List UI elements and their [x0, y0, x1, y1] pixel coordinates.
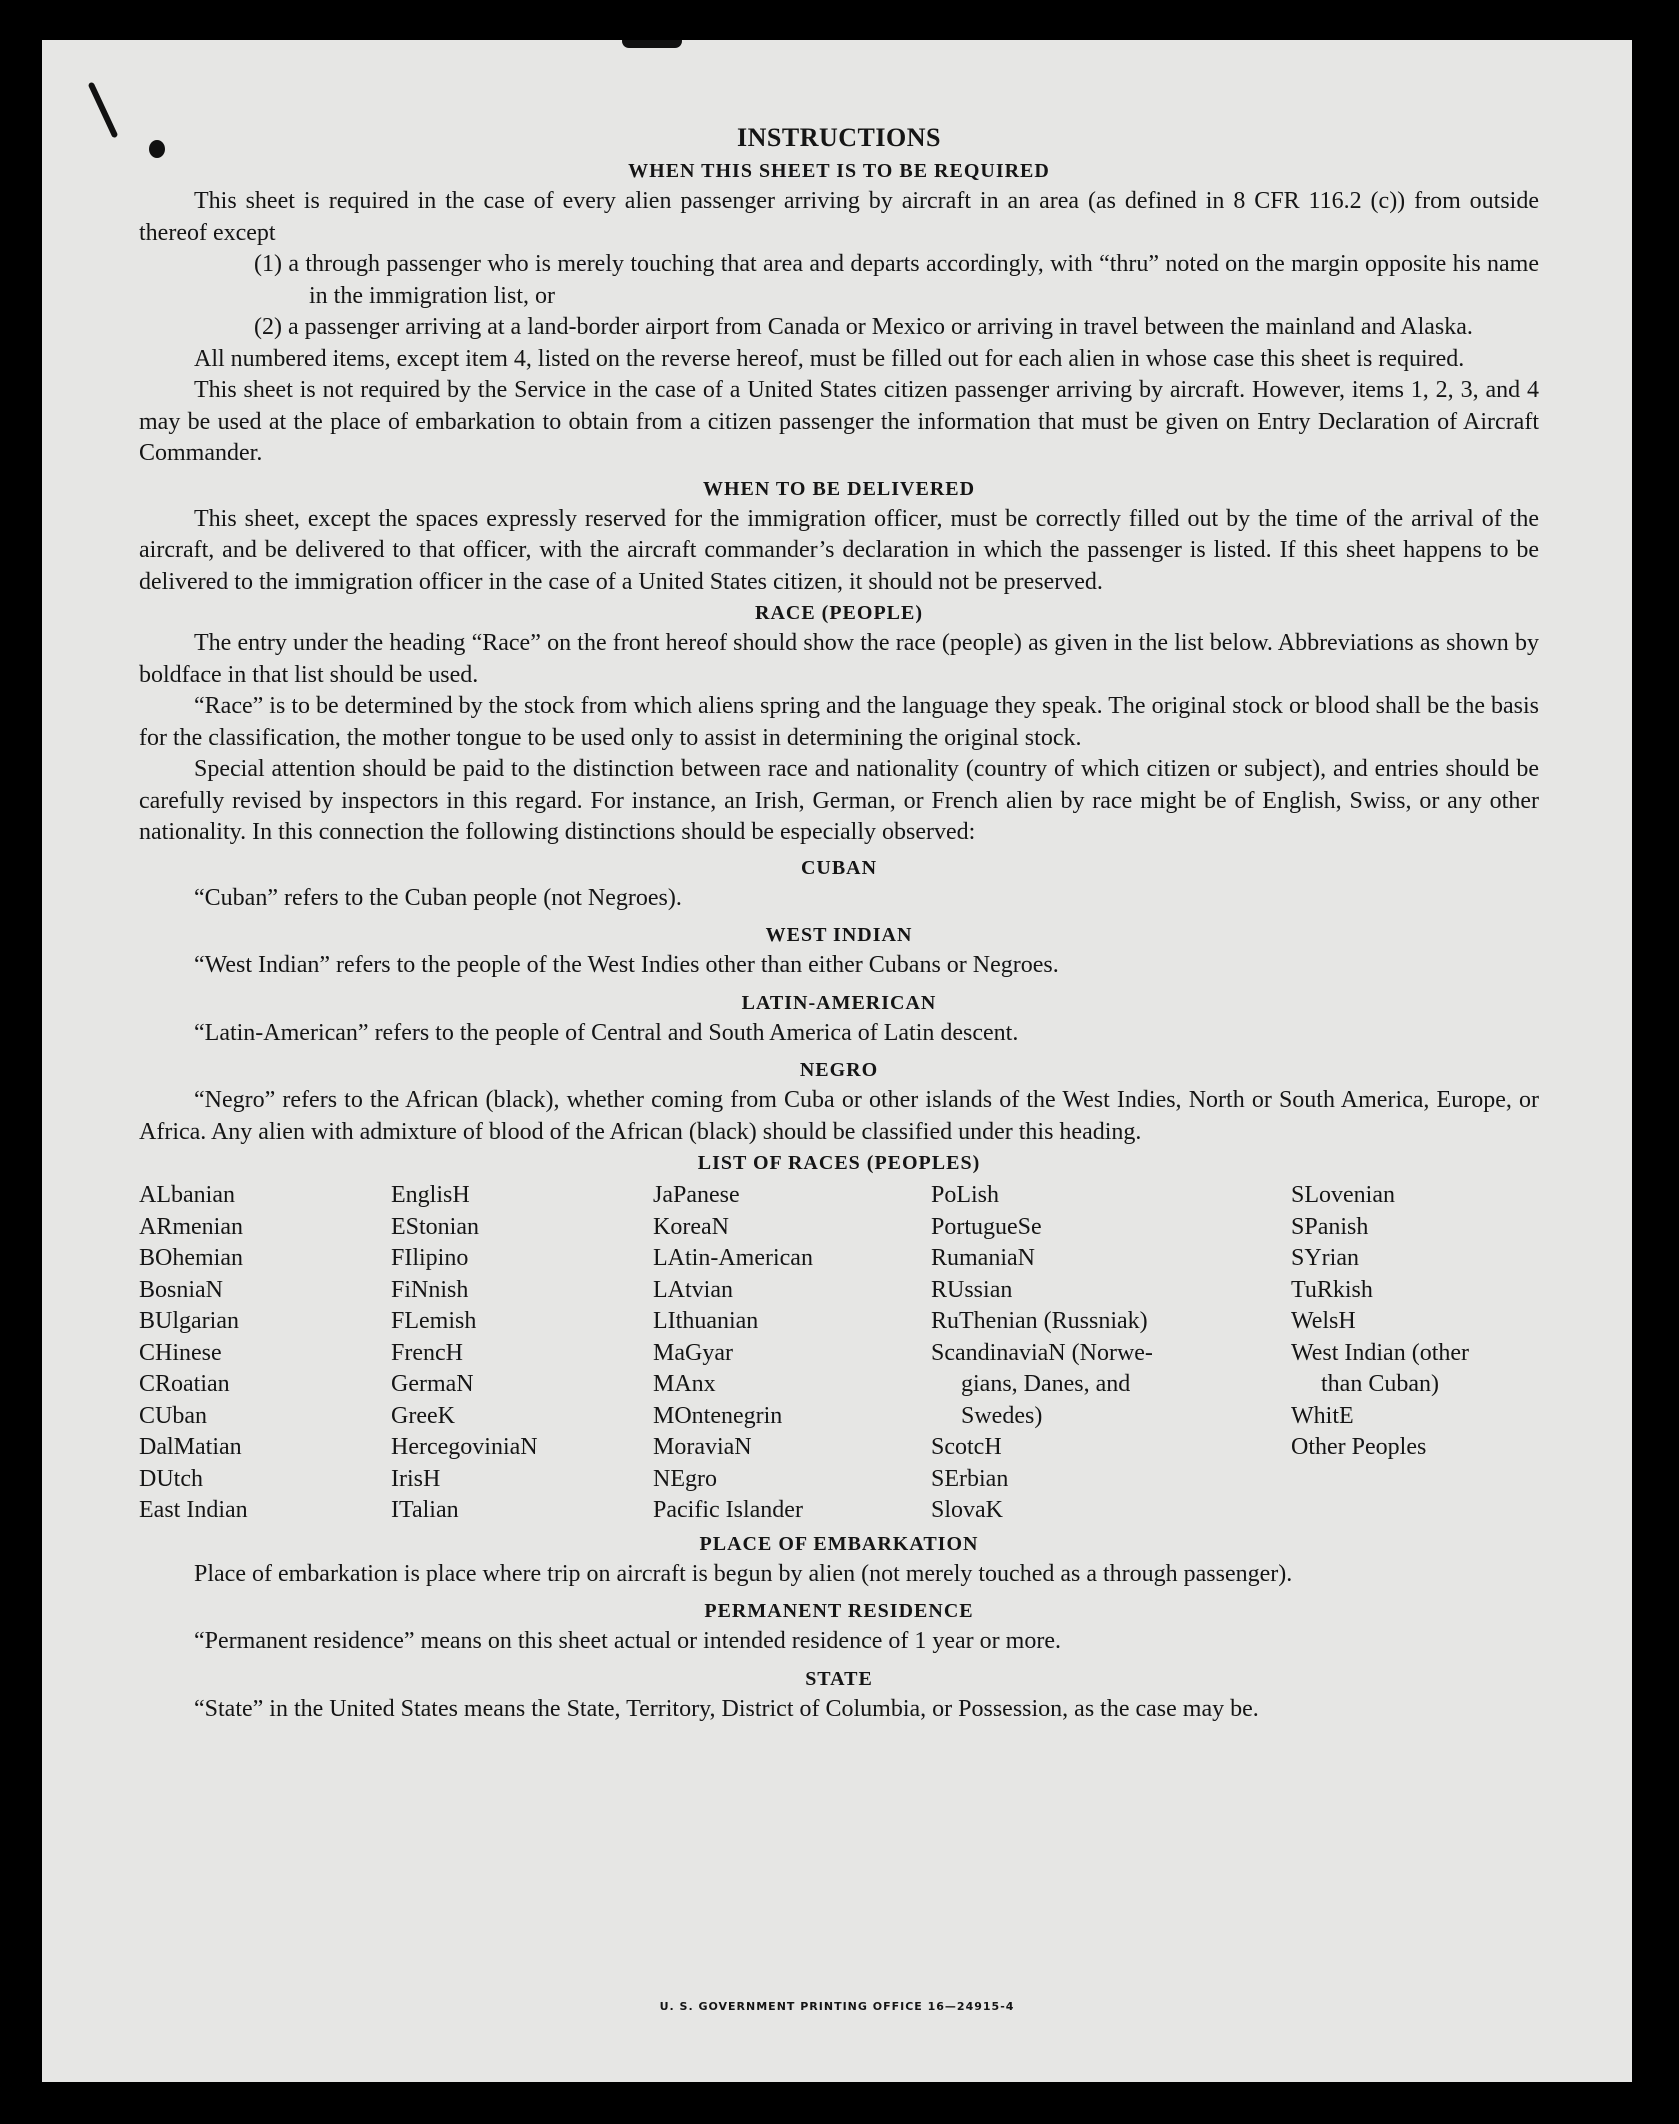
paragraph: “Permanent residence” means on this sheet actual or intended residence of 1 year or more.: [194, 1628, 1061, 1654]
paragraph: “Negro” refers to the African (black), whether coming from Cuba or other islands of the West Indies, North or South America, Europe, or Africa. Any alien with admixture of blood of the African (black) should be classified under this heading.: [139, 1087, 1539, 1145]
races-list: [139, 1180, 1539, 1527]
race-entry-continued: gians, Danes, and: [961, 1371, 1131, 1397]
race-entry: FIlipino: [391, 1245, 469, 1271]
race-entry: Other Peoples: [1291, 1434, 1427, 1460]
list-item: (2) a passenger arriving at a land-border airport from Canada or Mexico or arriving in travel between the mainland and Alaska.: [254, 314, 1473, 340]
section-heading: STATE: [805, 1667, 873, 1690]
race-entry: BosniaN: [139, 1276, 223, 1303]
section-heading: CUBAN: [800, 856, 878, 879]
paragraph: “Race” is to be determined by the stock from which aliens spring and the language they speak. The original stock or blood shall be the basis for the classification, the mother tongue to be used only to assist in determining the original stock.: [139, 693, 1539, 751]
paragraph: “State” in the United States means the State, Territory, District of Columbia, or Possession, as the case may be.: [194, 1695, 1259, 1722]
races-column: [139, 1180, 391, 1527]
race-entry: BUlgarian: [139, 1308, 239, 1334]
race-entry: FiNnish: [391, 1276, 469, 1303]
race-entry: BOhemian: [139, 1245, 243, 1271]
page-title: INSTRUCTIONS: [737, 123, 941, 152]
race-entry: TuRkish: [1291, 1276, 1373, 1303]
paragraph: All numbered items, except item 4, listed on the reverse hereof, must be filled out for each alien in whose case this sheet is required.: [194, 345, 1465, 372]
race-entry: RumaniaN: [931, 1245, 1035, 1271]
race-entry: EStonian: [391, 1213, 479, 1240]
races-column: [931, 1180, 1291, 1527]
race-entry: SLovenian: [1291, 1182, 1395, 1208]
race-entry: MaGyar: [653, 1339, 733, 1366]
list-item: (1) a through passenger who is merely touching that area and departs accordingly, with “thru” noted on the margin opposite his name in the immigration list, or: [254, 251, 1539, 309]
race-entry: PortugueSe: [931, 1213, 1042, 1240]
ink-mark: [88, 82, 119, 139]
race-entry: LAtvian: [653, 1276, 733, 1303]
race-entry: DalMatian: [139, 1434, 242, 1460]
races-column: [391, 1180, 653, 1527]
section-heading: WHEN TO BE DELIVERED: [702, 477, 976, 500]
paragraph: This sheet is required in the case of every alien passenger arriving by aircraft in an area (as defined in 8 CFR 116.2 (c)) from outside thereof except: [139, 188, 1539, 246]
race-entry: CUban: [139, 1402, 207, 1429]
section-heading: WHEN THIS SHEET IS TO BE REQUIRED: [628, 160, 1050, 182]
race-entry-continued: than Cuban): [1321, 1371, 1439, 1397]
section-heading: LIST OF RACES (PEOPLES): [697, 1152, 981, 1174]
race-entry-continued: Swedes): [961, 1402, 1043, 1429]
races-column: [1291, 1180, 1539, 1527]
race-entry: ITalian: [391, 1497, 459, 1523]
race-entry: CRoatian: [139, 1371, 230, 1397]
race-entry: GreeK: [391, 1402, 455, 1429]
race-entry: WelsH: [1291, 1308, 1356, 1334]
race-entry: JaPanese: [653, 1182, 740, 1208]
paragraph: Special attention should be paid to the distinction between race and nationality (country of which citizen or subject), and entries should be carefully revised by inspectors in this regard. For instance, an Irish, German, or French alien by race might be of English, Swiss, or any other nationality. In this connection the following distinctions should be especially observed:: [139, 756, 1539, 845]
paragraph: Place of embarkation is place where trip on aircraft is begun by alien (not merely touched as a through passenger).: [194, 1560, 1293, 1587]
race-entry: MOntenegrin: [653, 1402, 783, 1429]
race-entry: HercegoviniaN: [391, 1434, 538, 1460]
race-entry: FLemish: [391, 1308, 477, 1334]
race-entry: SYrian: [1291, 1245, 1359, 1271]
race-entry: ScandinaviaN (Norwe-: [931, 1339, 1153, 1366]
race-entry: Pacific Islander: [653, 1497, 803, 1523]
paragraph: “Latin-American” refers to the people of Central and South America of Latin descent.: [194, 1019, 1019, 1046]
race-entry: GermaN: [391, 1371, 474, 1397]
race-entry: RUssian: [931, 1276, 1013, 1303]
race-entry: NEgro: [653, 1465, 717, 1492]
section-heading: NEGRO: [799, 1059, 879, 1081]
race-entry: SPanish: [1291, 1213, 1369, 1240]
race-entry: MAnx: [653, 1371, 716, 1397]
section-heading: PLACE OF EMBARKATION: [699, 1532, 979, 1555]
race-entry: DUtch: [139, 1465, 203, 1492]
paragraph: This sheet is not required by the Service in the case of a United States citizen passenger arriving by aircraft. However, items 1, 2, 3, and 4 may be used at the place of embarkation to obtain from a citizen passenger the information that must be given on Entry Declaration of Aircraft Commander.: [139, 377, 1539, 466]
race-entry: WhitE: [1291, 1402, 1354, 1429]
ink-mark: [622, 40, 682, 48]
race-entry: ARmenian: [139, 1213, 243, 1240]
race-entry: LAtin-American: [653, 1245, 813, 1271]
section-heading: RACE (PEOPLE): [755, 602, 923, 624]
paragraph: “West Indian” refers to the people of the West Indies other than either Cubans or Negroes.: [194, 952, 1059, 978]
race-entry: CHinese: [139, 1339, 222, 1366]
race-entry: PoLish: [931, 1182, 1000, 1208]
races-column: [653, 1180, 931, 1527]
race-entry: SlovaK: [931, 1497, 1003, 1523]
document-page: [42, 40, 1632, 2082]
paragraph: This sheet, except the spaces expressly reserved for the immigration officer, must be correctly filled out by the time of the arrival of the aircraft, and be delivered to that officer, with the aircraft commander’s declaration in which the passenger is listed. If this sheet happens to be delivered to the immigration officer in the case of a United States citizen, it should not be preserved.: [139, 505, 1539, 595]
race-entry: West Indian (other: [1291, 1339, 1470, 1366]
instructions-text: [139, 120, 1539, 1725]
race-entry: ScotcH: [931, 1434, 1002, 1460]
section-heading: LATIN-AMERICAN: [741, 991, 937, 1014]
section-heading: WEST INDIAN: [765, 924, 913, 946]
race-entry: FrencH: [391, 1339, 463, 1366]
race-entry: IrisH: [391, 1465, 441, 1492]
paragraph: “Cuban” refers to the Cuban people (not Negroes).: [194, 884, 682, 911]
printer-imprint: U. S. GOVERNMENT PRINTING OFFICE 16—24915-4: [659, 2000, 1015, 2013]
race-entry: SErbian: [931, 1465, 1009, 1492]
race-entry: East Indian: [139, 1497, 248, 1523]
paragraph: The entry under the heading “Race” on the front hereof should show the race (people) as given in the list below. Abbreviations as shown by boldface in that list should be used.: [139, 630, 1539, 688]
race-entry: EnglisH: [391, 1182, 470, 1208]
race-entry: KoreaN: [653, 1213, 729, 1240]
race-entry: RuThenian (Russniak): [931, 1308, 1148, 1334]
race-entry: LIthuanian: [653, 1308, 759, 1334]
race-entry: ALbanian: [139, 1182, 235, 1208]
section-heading: PERMANENT RESIDENCE: [704, 1600, 974, 1622]
race-entry: MoraviaN: [653, 1434, 752, 1460]
